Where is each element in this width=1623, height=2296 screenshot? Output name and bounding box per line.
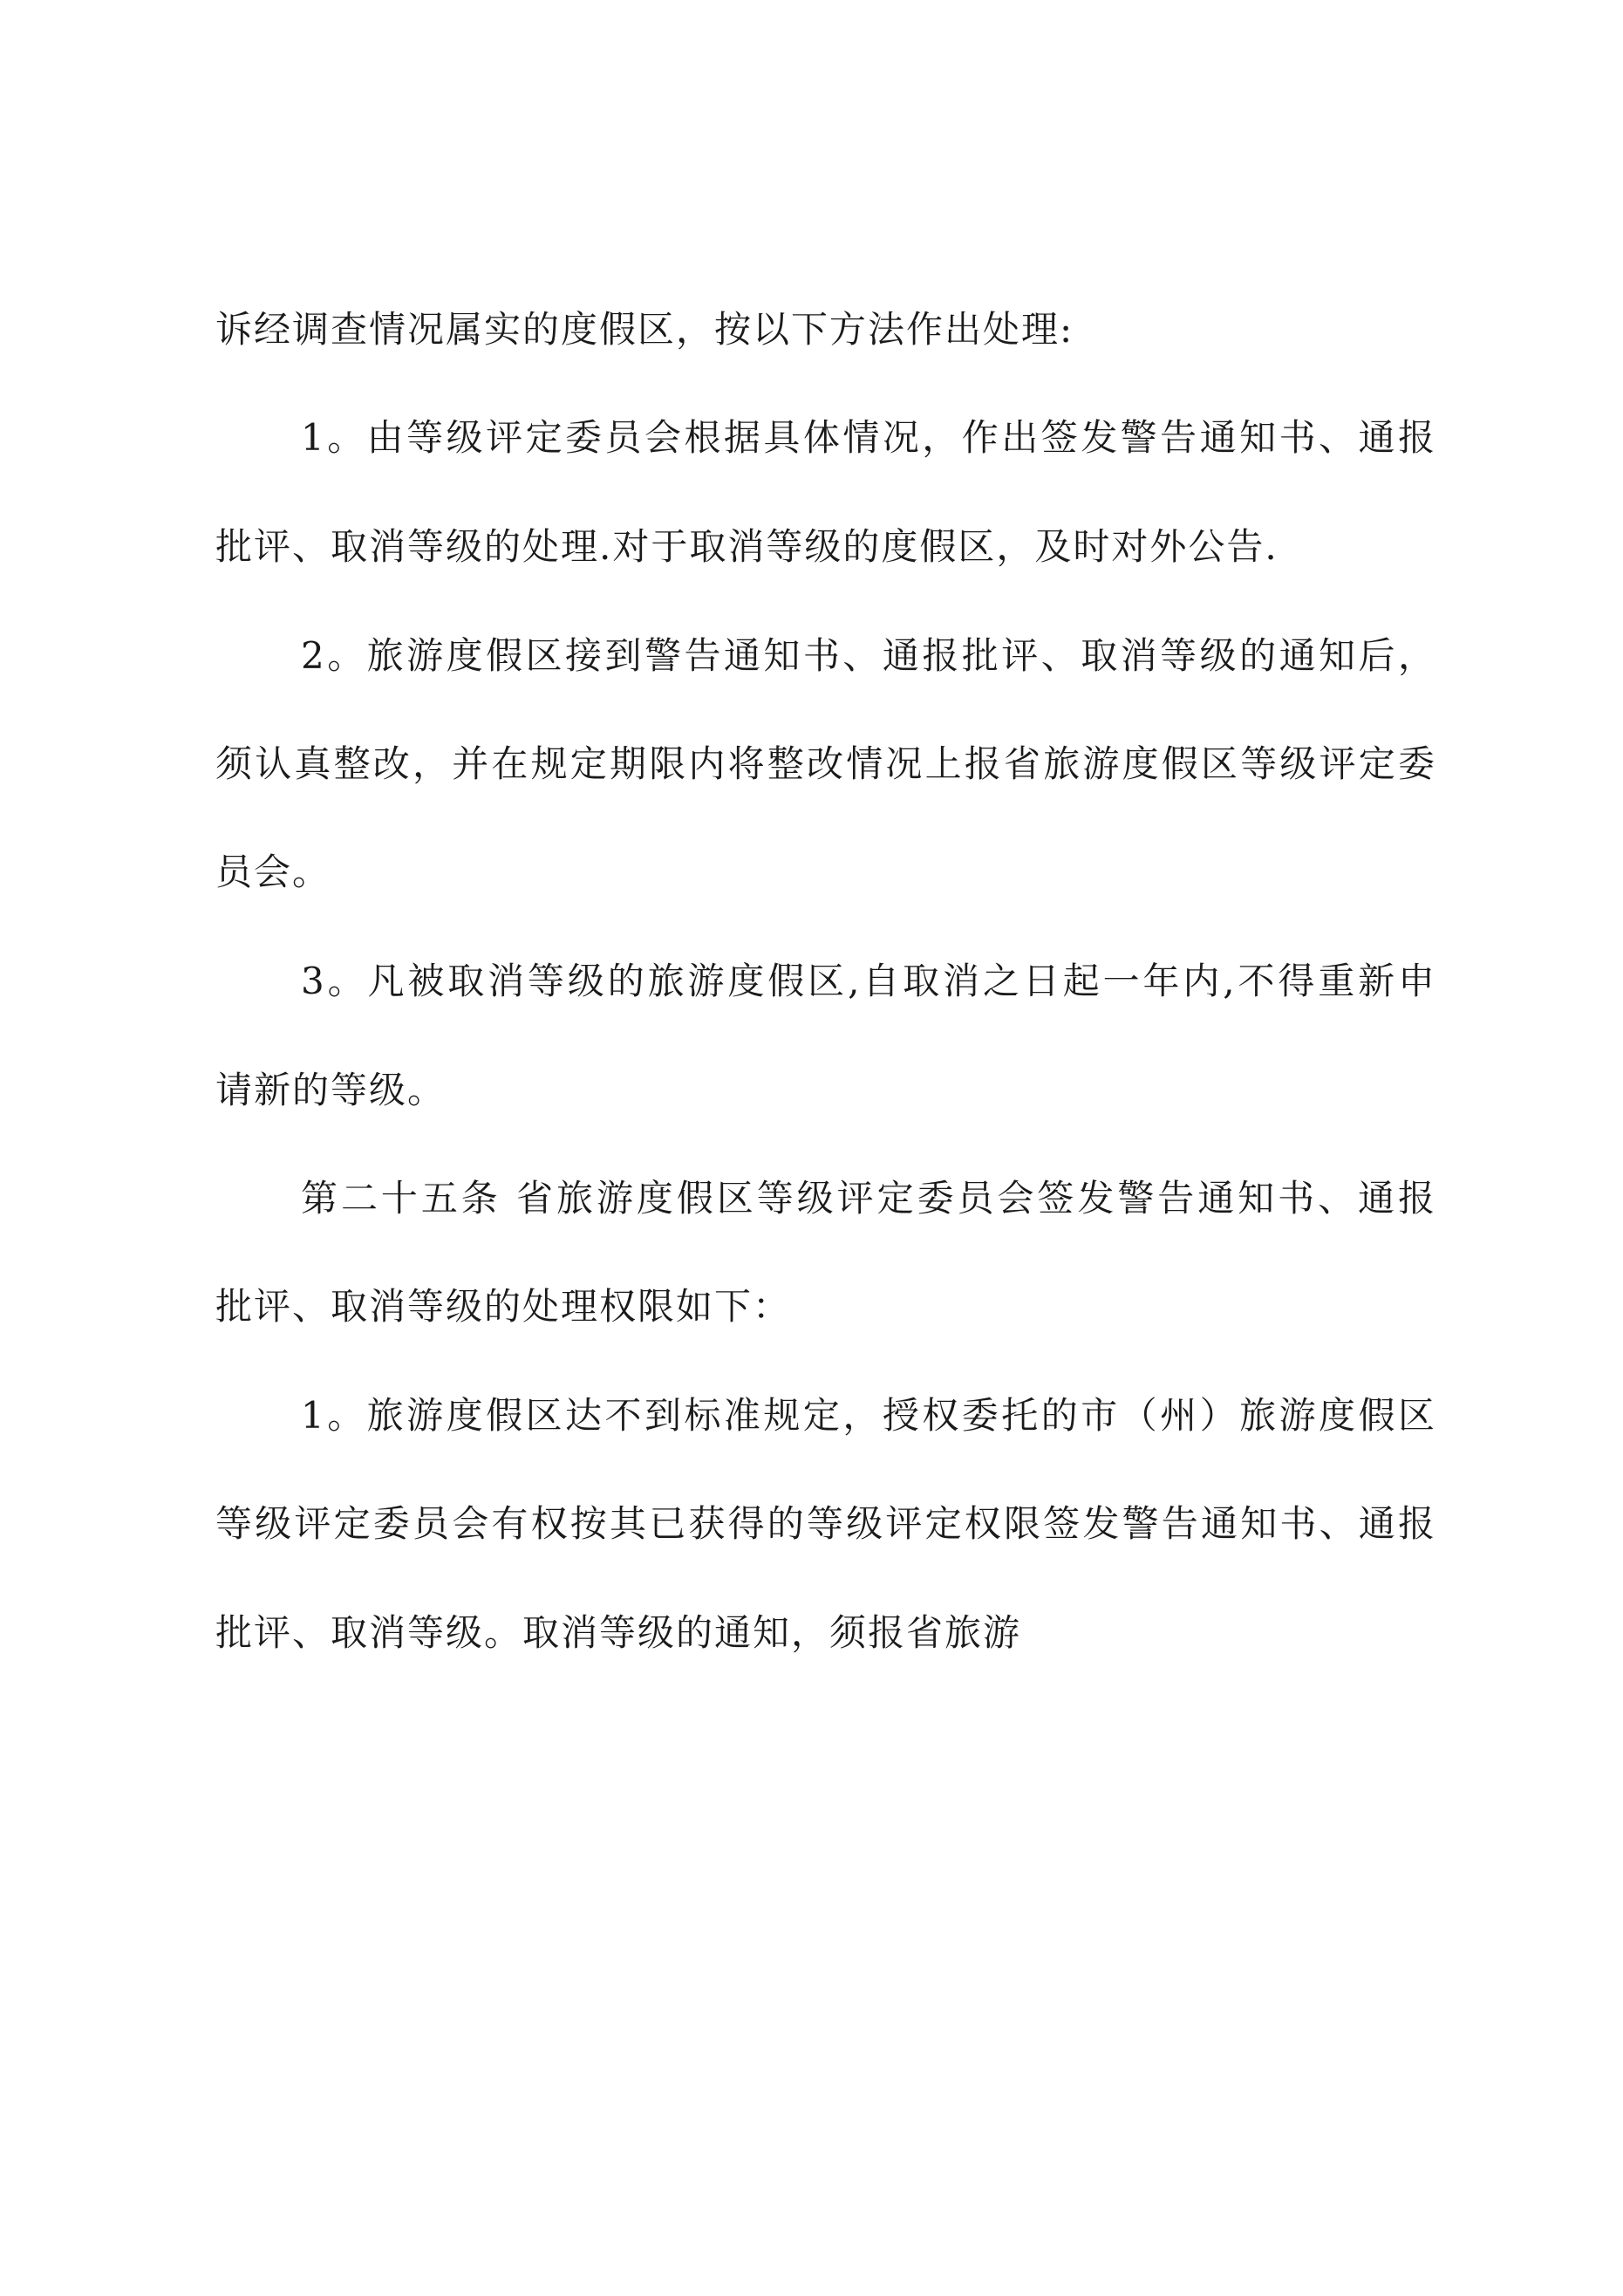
text-line: 1。由等级评定委员会根据具体情况，作出签发警告通知书、通报 xyxy=(301,416,1436,459)
text-line: 1。旅游度假区达不到标准规定，授权委托的市（州）旅游度假区 xyxy=(301,1394,1436,1437)
text-line: 须认真整改，并在规定期限内将整改情况上报省旅游度假区等级评定委 xyxy=(215,742,1436,785)
text-line: 等级评定委员会有权按其已获得的等级评定权限签发警告通知书、通报 xyxy=(215,1502,1436,1545)
text-line: 批评、取消等级的处理.对于取消等级的度假区，及时对外公告. xyxy=(215,525,1279,568)
text-line: 员会。 xyxy=(215,851,331,893)
text-line: 2。旅游度假区接到警告通知书、通报批评、取消等级的通知后， xyxy=(301,634,1436,677)
text-line: 批评、取消等级的处理权限如下： xyxy=(215,1285,792,1328)
text-line: 请新的等级。 xyxy=(215,1069,447,1111)
text-line: 3。凡被取消等级的旅游度假区,自取消之日起一年内,不得重新申 xyxy=(301,960,1436,1002)
text-line: 第二十五条 省旅游度假区等级评定委员会签发警告通知书、通报 xyxy=(301,1177,1436,1220)
text-line: 诉经调查情况属实的度假区，按以下方法作出处理: xyxy=(215,308,1074,351)
text-line: 批评、取消等级。取消等级的通知，须报省旅游 xyxy=(215,1611,1022,1654)
